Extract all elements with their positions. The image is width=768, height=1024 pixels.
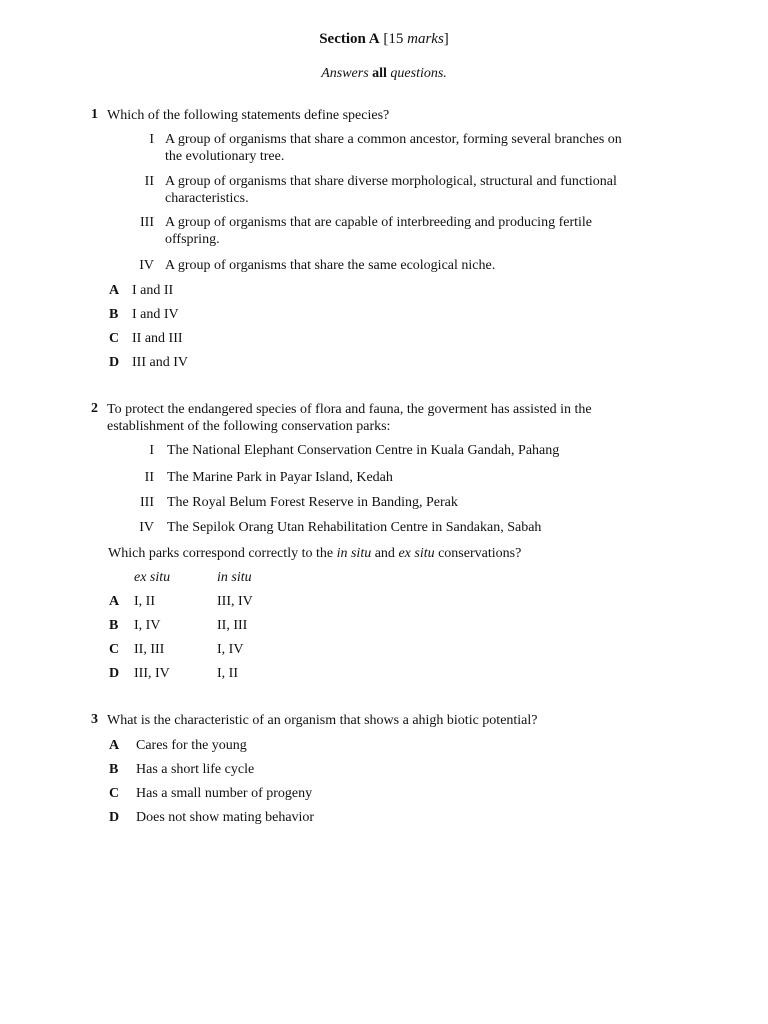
option-ex-situ: I, IV [134, 618, 161, 633]
roman-numeral: II [144, 470, 154, 485]
option-letter: D [109, 666, 120, 681]
option-in-situ: I, IV [217, 642, 244, 657]
option-text: I and IV [132, 307, 179, 322]
option-letter: A [109, 283, 120, 298]
statement-text: The Royal Belum Forest Reserve in Banding, Perak [167, 495, 458, 510]
option-text: I and II [132, 283, 174, 298]
statement-line: A group of organisms that are capable of interbreeding and producing fertile [165, 215, 592, 230]
option-in-situ: I, II [217, 666, 238, 681]
statement-line: A group of organisms that share diverse morphological, structural and functional [165, 174, 617, 189]
statement-line: A group of organisms that share a common ancestor, forming several branches on [165, 132, 622, 147]
statement-text: The Sepilok Orang Utan Rehabilitation Centre in Sandakan, Sabah [167, 520, 542, 535]
option-text: II and III [132, 331, 183, 346]
option-letter: B [109, 762, 119, 777]
exam-page: Section A [15 marks] Answers all questions. 1 Which of the following statements define species? I A group of organisms that share a common ancestor, forming several branches on the evolutionary tree. II A group of organisms that share diverse morphological, structural and functional characteristics. III A group of organisms that are capable of interbreeding and producing fertile offspring. IV A group of organisms that share the same ecological niche. A I and II B I and IV C II and III D III and IV 2 To protect the endangered species of flora and fauna, the goverment has assisted in the establishment of the following conservation parks: I The National Elephant Conservation Centre in Kuala Gandah, Pahang II The Marine Park in Payar Island, Kedah III The Royal Belum Forest Reserve in Banding, Perak IV The Sepilok Orang Utan Rehabilitation Centre in Sandakan, Sabah Which parks correspond correctly to the in situ and ex situ conservations? ex situ in situ A I, II III, IV B I, IV II, III C II, III I, IV D III, IV I, II 3 What is the characteristic of an organism that shows a ahigh biotic potential? A Cares for the young B Has a short life cycle C Has a small number of progeny D Does not show mating behavior [0, 0, 768, 1024]
question-number: 1 [91, 107, 98, 122]
option-letter: D [109, 355, 120, 370]
option-in-situ: II, III [217, 618, 248, 633]
option-text: Does not show mating behavior [136, 810, 315, 825]
roman-numeral: IV [139, 520, 154, 535]
option-letter: B [109, 307, 119, 322]
roman-numeral: III [140, 495, 154, 510]
option-letter: D [109, 810, 120, 825]
roman-numeral: I [149, 443, 154, 458]
option-ex-situ: III, IV [134, 666, 170, 681]
statement-text: The Marine Park in Payar Island, Kedah [167, 470, 393, 485]
option-ex-situ: I, II [134, 594, 155, 609]
roman-numeral: IV [139, 258, 154, 273]
statement-line: the evolutionary tree. [165, 149, 285, 164]
option-letter: B [109, 618, 119, 633]
option-letter: C [109, 786, 120, 801]
question-text: What is the characteristic of an organism that shows a ahigh biotic potential? [107, 713, 538, 728]
option-letter: A [109, 594, 120, 609]
option-in-situ: III, IV [217, 594, 253, 609]
column-header-in-situ: in situ [217, 570, 252, 585]
instructions: Answers all questions. [321, 66, 447, 81]
option-letter: C [109, 642, 120, 657]
option-text: Has a small number of progeny [136, 786, 313, 801]
option-letter: A [109, 738, 120, 753]
roman-numeral: II [144, 174, 154, 189]
statement-text: The National Elephant Conservation Centre in Kuala Gandah, Pahang [167, 443, 560, 458]
question-text: Which of the following statements define species? [107, 108, 390, 123]
question-text: establishment of the following conservation parks: [107, 419, 391, 434]
option-letter: C [109, 331, 120, 346]
question-number: 3 [91, 712, 98, 727]
statement-line: A group of organisms that share the same ecological niche. [165, 258, 496, 273]
statement-line: offspring. [165, 232, 220, 247]
roman-numeral: III [140, 215, 154, 230]
question-text: To protect the endangered species of flora and fauna, the goverment has assisted in the [107, 402, 592, 417]
option-text: Has a short life cycle [136, 762, 255, 777]
question-number: 2 [91, 401, 98, 416]
option-ex-situ: II, III [134, 642, 165, 657]
section-title: Section A [15 marks] [319, 31, 449, 47]
option-text: Cares for the young [136, 738, 247, 753]
statement-line: characteristics. [165, 191, 249, 206]
column-header-ex-situ: ex situ [134, 570, 171, 585]
roman-numeral: I [149, 132, 154, 147]
option-text: III and IV [132, 355, 188, 370]
